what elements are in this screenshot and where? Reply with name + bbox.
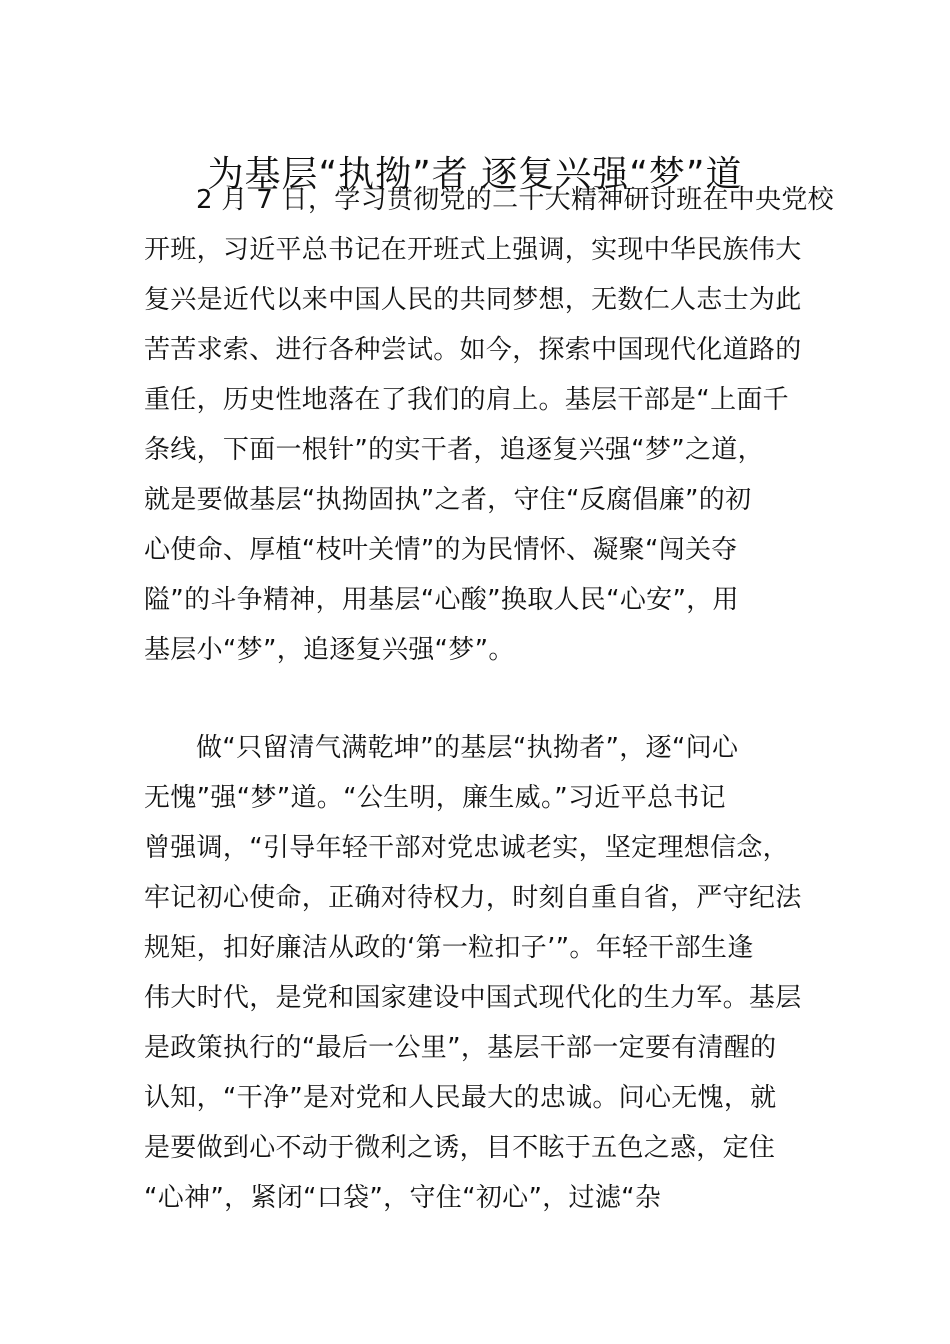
paragraph-line: 重任，历史性地落在了我们的肩上。基层干部是“上面千 bbox=[144, 385, 789, 415]
paragraph-line: 曾强调，“引导年轻干部对党忠诚老实，坚定理想信念， bbox=[144, 833, 789, 863]
paragraph-line: 隘”的斗争精神，用基层“心酸”换取人民“心安”，用 bbox=[144, 585, 739, 615]
paragraph-line: 牢记初心使命，正确对待权力，时刻自重自省，严守纪法 bbox=[144, 883, 802, 913]
paragraph-line: 基层小“梦”，追逐复兴强“梦”。 bbox=[144, 635, 515, 665]
paragraph-1 bbox=[144, 175, 834, 675]
paragraph-line: 是要做到心不动于微利之诱，目不眩于五色之惑，定住 bbox=[144, 1133, 776, 1163]
document-title: 为基层“执拗”者 逐复兴强“梦”道 bbox=[207, 154, 743, 196]
paragraph-line: 规矩，扣好廉洁从政的‘第一粒扣子’”。年轻干部生逢 bbox=[144, 933, 754, 963]
paragraph-line: 是政策执行的“最后一公里”，基层干部一定要有清醒的 bbox=[144, 1033, 777, 1063]
paragraph-line: 2 月 7 日，学习贯彻党的二十大精神研讨班在中央党校 bbox=[196, 185, 834, 215]
paragraph-line: 心使命、厚植“枝叶关情”的为民情怀、凝聚“闯关夺 bbox=[144, 535, 738, 565]
paragraph-line: 伟大时代，是党和国家建设中国式现代化的生力军。基层 bbox=[144, 983, 802, 1013]
paragraph-line: 苦苦求索、进行各种尝试。如今，探索中国现代化道路的 bbox=[144, 335, 802, 365]
paragraph-line: 认知，“干净”是对党和人民最大的忠诚。问心无愧，就 bbox=[144, 1083, 777, 1113]
paragraph-line: 无愧”强“梦”道。“公生明，廉生威。”习近平总书记 bbox=[144, 783, 726, 813]
paragraph-2 bbox=[144, 723, 808, 1223]
paragraph-line: 复兴是近代以来中国人民的共同梦想，无数仁人志士为此 bbox=[144, 285, 802, 315]
paragraph-line: 条线，下面一根针”的实干者，追逐复兴强“梦”之道， bbox=[144, 435, 764, 465]
paragraph-line: 开班，习近平总书记在开班式上强调，实现中华民族伟大 bbox=[144, 235, 802, 265]
paragraph-line: 做“只留清气满乾坤”的基层“执拗者”，逐“问心 bbox=[196, 733, 739, 763]
paragraph-line: 就是要做基层“执拗固执”之者，守住“反腐倡廉”的初 bbox=[144, 485, 752, 515]
paragraph-line: “心神”，紧闭“口袋”，守住“初心”，过滤“杂 bbox=[144, 1183, 662, 1213]
